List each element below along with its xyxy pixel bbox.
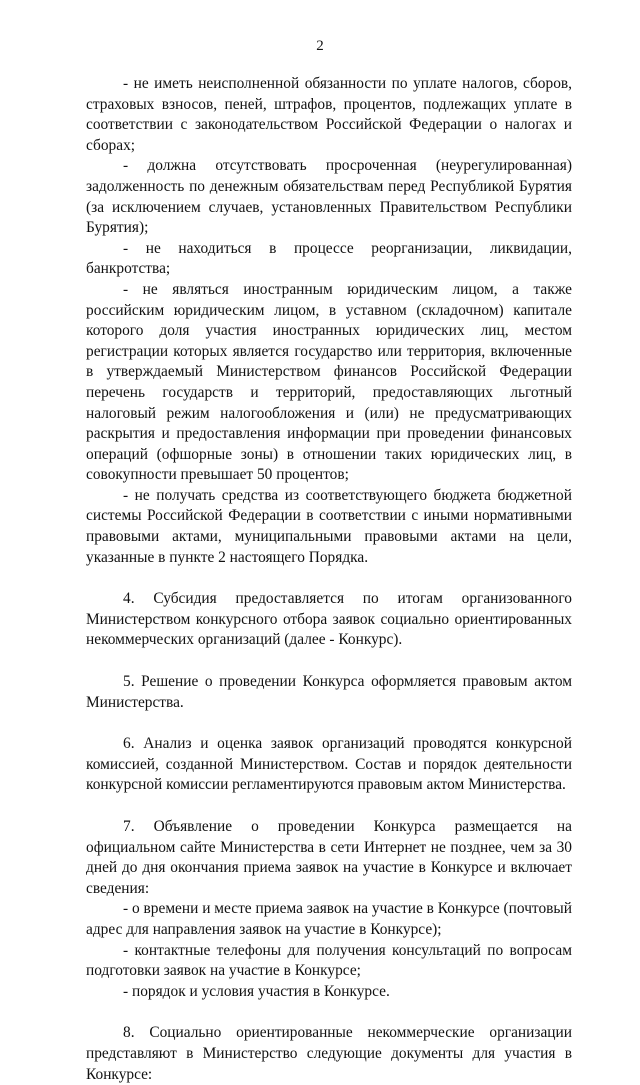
paragraph: - не являться иностранным юридическим лицом, а также российским юридическим лицом, в уставном (складочном) капитале которого доля участия иностранных юридических лиц, местом регистрации которых является государство или территория, включенные в утверждаемый Министерством финансов Российской Федерации перечень государств и территорий, предоставляющих льготный налоговый режим налогообложения и (или) не предусматривающих раскрытия и предоставления информации при проведении финансовых операций (офшорные зоны) в отношении таких юридических лиц, в совокупности превышает 50 процентов; <box>86 280 572 484</box>
paragraph: 4. Субсидия предоставляется по итогам организованного Министерством конкурсного отбора заявок социально ориентированных некоммерческих организаций (далее - Конкурс). <box>86 590 572 649</box>
paragraph: - о времени и месте приема заявок на участие в Конкурсе (почтовый адрес для направления заявок на участие в Конкурсе); <box>86 900 572 938</box>
paragraph: - не получать средства из соответствующего бюджета бюджетной системы Российской Федерации в соответствии с иными нормативными правовыми актами, муниципальными правовыми актами на цели, указанные в пункте 2 настоящего Порядка. <box>86 486 572 566</box>
paragraph: - контактные телефоны для получения консультаций по вопросам подготовки заявок на участие в Конкурсе; <box>86 941 572 980</box>
paragraph: - должна отсутствовать просроченная (неурегулированная) задолженность по денежным обязательствам перед Республикой Бурятия (за исключением случаев, установленных Правительством Республики Бурятия); <box>86 157 572 237</box>
paragraph: - порядок и условия участия в Конкурсе. <box>123 982 390 1000</box>
document-body <box>86 74 572 1085</box>
paragraph: 5. Решение о проведении Конкурса оформляется правовым актом Министерства. <box>86 673 572 711</box>
paragraph: 7. Объявление о проведении Конкурса размещается на официальном сайте Министерства в сети Интернет не позднее, чем за 30 дней до дня окончания приема заявок на участие в Конкурсе и включает сведения: <box>86 818 572 897</box>
paragraph: - не находиться в процессе реорганизации, ликвидации, банкротства; <box>86 239 572 278</box>
page-number: 2 <box>316 38 324 54</box>
paragraph: - не иметь неисполненной обязанности по уплате налогов, сборов, страховых взносов, пеней, штрафов, процентов, подлежащих уплате в соответствии с законодательством Российской Федерации о налогах и сборах; <box>86 75 572 154</box>
paragraph: 6. Анализ и оценка заявок организаций проводятся конкурсной комиссией, созданной Министерством. Состав и порядок деятельности конкурсной комиссии регламентируются правовым актом Министерства. <box>86 735 572 794</box>
paragraph: 8. Социально ориентированные некоммерческие организации представляют в Министерство следующие документы для участия в Конкурсе: <box>86 1024 572 1083</box>
